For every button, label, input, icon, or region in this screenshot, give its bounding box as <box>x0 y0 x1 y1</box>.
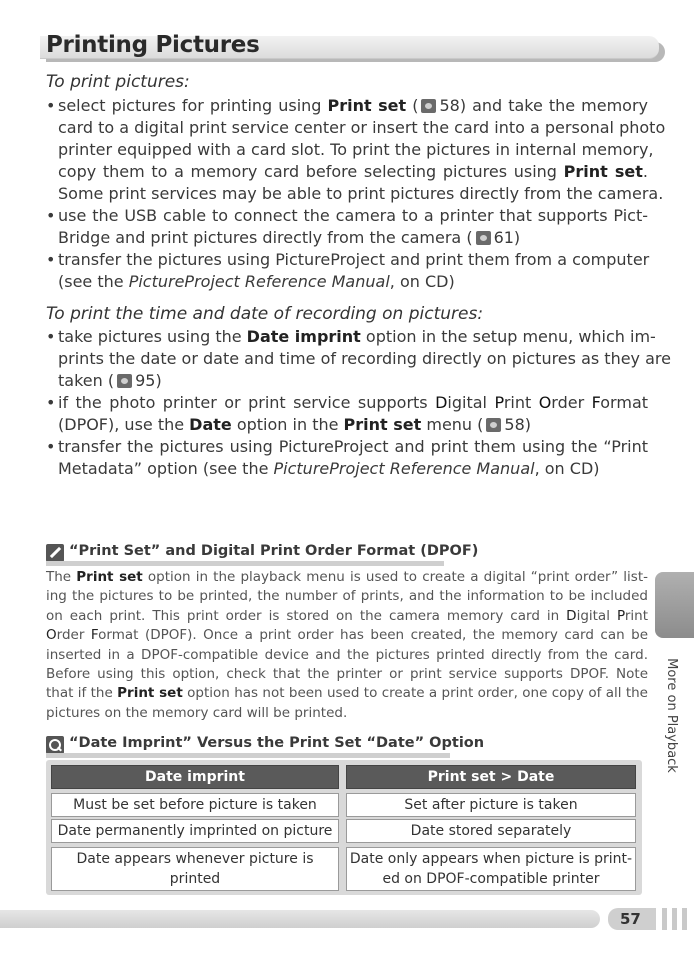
table-cell: Date stored separately <box>346 819 636 843</box>
text-line: pictures on the memory card will be printed. <box>46 704 348 721</box>
text-line: transfer the pictures using PictureProject and print them from a computer <box>58 250 650 269</box>
text-line: on each print. This print order is stored on the camera memory card in Digital Print <box>46 607 648 624</box>
note1-heading: “Print Set” and Digital Print Order Format (DPOF) <box>69 543 479 559</box>
footer-stripe <box>682 908 687 930</box>
text-line: transfer the pictures using PictureProject and print them using the “Print <box>58 437 648 456</box>
bullet-marker: • <box>46 437 56 456</box>
text-line: The Print set option in the playback menu is used to create a digital “print order” list- <box>46 569 648 585</box>
text-line: (DPOF), use the Date option in the Print set menu ( 58) <box>58 415 531 434</box>
text-line: take pictures using the Date imprint option in the setup menu, which im- <box>58 327 656 346</box>
text-line: if the photo printer or print service supports Digital Print Order Format <box>58 393 649 412</box>
section2-bullet-2 <box>58 392 648 436</box>
page-title-bar <box>40 32 665 62</box>
chapter-tab-label: More on Playback <box>664 658 679 773</box>
table-cell: Set after picture is taken <box>346 793 636 817</box>
text-line: Order Format (DPOF). Once a print order has been created, the memory card can be <box>46 627 649 644</box>
text-line: prints the date or date and time of recording directly on pictures as they are <box>58 349 671 368</box>
table-cell: Date only appears when picture is print- ed on DPOF-compatible printer <box>346 847 636 891</box>
text-line: Before using this option, check that the printer or print service supports DPOF. Note <box>46 665 648 682</box>
table-cell: Date permanently imprinted on picture <box>51 819 339 843</box>
text-line: Some print services may be able to print pictures directly from the camera. <box>58 184 664 203</box>
section1-heading: To print pictures: <box>46 72 190 92</box>
section1-bullet-2 <box>58 205 648 249</box>
bullet-marker: • <box>46 327 56 346</box>
page-title: Printing Pictures <box>46 32 260 58</box>
text-line: printer equipped with a card slot. To print the pictures in internal memory, <box>58 140 654 159</box>
section1-bullet-1 <box>58 95 666 205</box>
bullet-marker: • <box>46 250 56 269</box>
text-line: (see the PictureProject Reference Manual, on CD) <box>58 272 455 291</box>
section2-bullet-3 <box>58 436 648 480</box>
text-line: select pictures for printing using Print set ( 58) and take the memory <box>58 96 649 115</box>
note1-body <box>46 568 648 723</box>
footer-stripe <box>672 908 677 930</box>
text-line: that if the Print set option has not been used to create a print order, one copy of all the <box>46 685 648 702</box>
page-number: 57 <box>620 910 641 928</box>
table-cell: Date appears whenever picture is printed <box>51 847 339 891</box>
footer-stripe <box>662 908 667 930</box>
footer-bar <box>0 910 600 928</box>
note2-heading: “Date Imprint” Versus the Print Set “Date” Option <box>69 735 485 751</box>
table-header-date-imprint: Date imprint <box>51 765 339 789</box>
camera-page-ref-icon <box>476 231 491 245</box>
text-line: card to a digital print service center or insert the card into a personal photo <box>58 118 666 137</box>
text-line: taken ( 95) <box>58 371 162 390</box>
camera-page-ref-icon <box>421 99 436 113</box>
section2-bullet-1 <box>58 326 671 392</box>
note2-heading-underline <box>46 753 450 758</box>
text-line: inserted in a DPOF-compatible device and the pictures printed directly from the card. <box>46 646 648 663</box>
text-line: Metadata” option (see the PictureProject Reference Manual, on CD) <box>58 459 600 478</box>
table-cell: Must be set before picture is taken <box>51 793 339 817</box>
comparison-table <box>46 760 642 895</box>
text-line: ing the pictures to be printed, the number of prints, and the information to be included <box>46 588 648 605</box>
pencil-note-icon <box>46 544 64 562</box>
note1-heading-underline <box>46 561 444 566</box>
bullet-marker: • <box>46 96 56 115</box>
bullet-marker: • <box>46 393 56 412</box>
text-line: copy them to a memory card before selecting pictures using Print set. <box>58 162 649 181</box>
section2-heading: To print the time and date of recording on pictures: <box>46 304 484 324</box>
text-line: use the USB cable to connect the camera to a printer that supports Pict- <box>58 206 648 225</box>
table-header-print-set-date: Print set > Date <box>346 765 636 789</box>
text-line: Bridge and print pictures directly from the camera ( 61) <box>58 228 521 247</box>
section1-bullet-3 <box>58 249 648 293</box>
camera-page-ref-icon <box>117 374 132 388</box>
magnifier-note-icon <box>46 736 64 754</box>
camera-page-ref-icon <box>486 418 501 432</box>
chapter-tab <box>655 572 694 638</box>
bullet-marker: • <box>46 206 56 225</box>
